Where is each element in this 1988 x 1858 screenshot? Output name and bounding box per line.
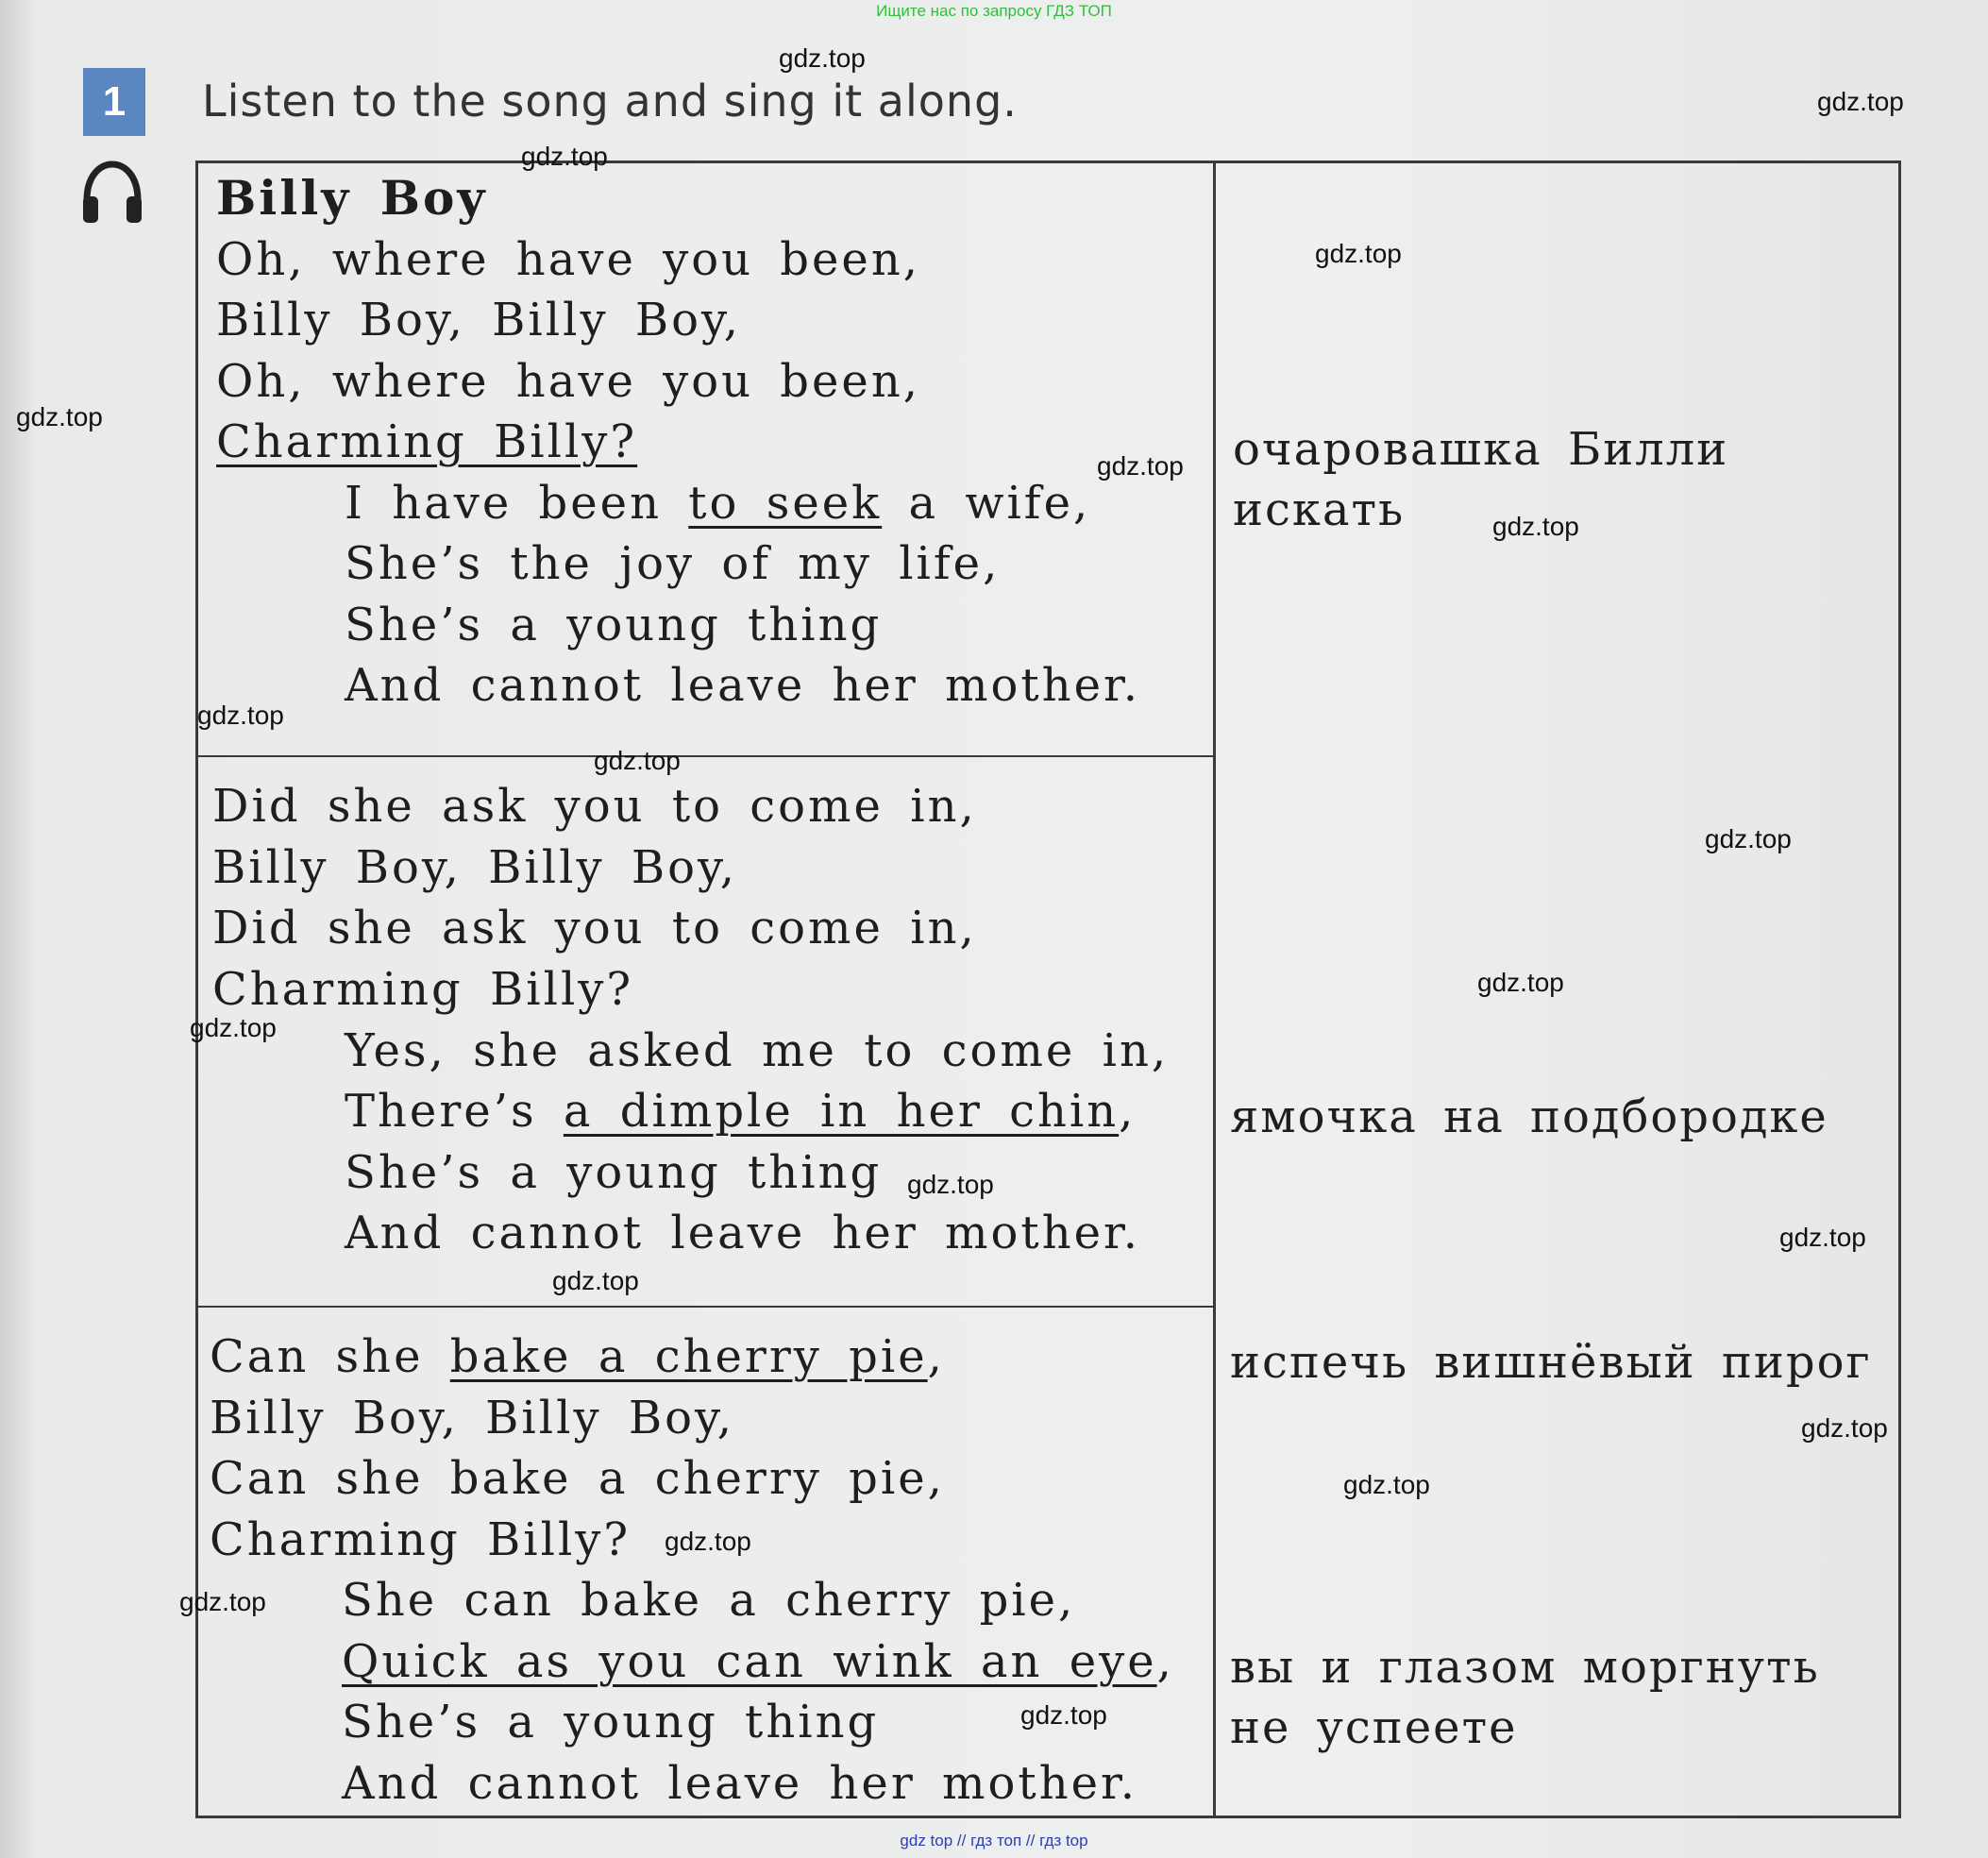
lyric-line: She’s a young thing: [345, 599, 883, 651]
lyric-line: And cannot leave her mother.: [345, 1207, 1140, 1259]
lyric-line: Oh, where have you been,: [216, 233, 921, 286]
lyric-text: ,: [1119, 1085, 1137, 1138]
lyric-line: [210, 1330, 945, 1383]
lyric-line: [345, 477, 1090, 530]
watermark: gdz.top: [1097, 451, 1184, 481]
exercise-number-badge: 1: [83, 68, 145, 136]
lyric-line: Did she ask you to come in,: [212, 780, 977, 833]
watermark: gdz.top: [179, 1587, 266, 1616]
watermark: gdz.top: [16, 402, 103, 431]
lyric-line: And cannot leave her mother.: [342, 1757, 1137, 1810]
lyric-line: Billy Boy, Billy Boy,: [216, 294, 742, 346]
lyric-text: ,: [1156, 1635, 1174, 1688]
watermark: gdz.top: [521, 142, 608, 171]
song-title: Billy Boy: [216, 170, 488, 226]
watermark: gdz.top: [1779, 1223, 1866, 1252]
top-banner[interactable]: Ищите нас по запросу ГДЗ ТОП: [876, 2, 1112, 20]
exercise-instruction: Listen to the song and sing it along.: [202, 76, 1018, 127]
watermark: gdz.top: [552, 1266, 639, 1295]
lyric-line: She’s a young thing: [345, 1146, 883, 1199]
gloss-wink-line2: не успеете: [1230, 1701, 1518, 1754]
lyric-line: Billy Boy, Billy Boy,: [212, 841, 738, 894]
watermark: gdz.top: [190, 1013, 277, 1042]
watermark: gdz.top: [1477, 968, 1564, 997]
lyric-text: ,: [927, 1330, 945, 1383]
lyric-text: There’s: [345, 1085, 564, 1138]
lyric-line: Charming Billy?: [212, 963, 634, 1016]
watermark: gdz.top: [907, 1170, 994, 1199]
gloss-bake-pie: испечь вишнёвый пирог: [1230, 1336, 1872, 1389]
underlined-phrase: bake a cherry pie: [449, 1330, 928, 1383]
underlined-phrase: Quick as you can wink an eye: [342, 1635, 1157, 1688]
verse-divider: [197, 755, 1213, 757]
gloss-to-seek: искать: [1233, 483, 1406, 536]
watermark: gdz.top: [1817, 87, 1904, 116]
lyric-line: She’s the joy of my life,: [345, 537, 1001, 590]
column-divider: [1213, 160, 1216, 1818]
lyric-line: Charming Billy?: [210, 1513, 632, 1566]
headphones-icon: [79, 159, 145, 227]
lyric-line: Can she bake a cherry pie,: [210, 1452, 945, 1505]
underlined-phrase: to seek: [688, 477, 883, 530]
underlined-phrase: a dimple in her chin: [563, 1085, 1120, 1138]
lyric-text: a wife,: [882, 477, 1091, 530]
verse-divider: [197, 1306, 1213, 1308]
watermark: gdz.top: [1020, 1700, 1107, 1730]
lyric-line: Yes, she asked me to come in,: [345, 1024, 1170, 1077]
lyric-line: Oh, where have you been,: [216, 355, 921, 408]
watermark: gdz.top: [1343, 1470, 1430, 1499]
watermark: gdz.top: [197, 701, 284, 730]
gloss-charming-billy: очаровашка Билли: [1233, 423, 1729, 476]
lyric-line: Billy Boy, Billy Boy,: [210, 1392, 735, 1444]
watermark: gdz.top: [779, 43, 866, 73]
watermark: gdz.top: [1492, 512, 1579, 541]
lyric-line: [345, 1085, 1136, 1138]
lyric-line: Charming Billy?: [216, 415, 638, 468]
lyric-line: She’s a young thing: [342, 1696, 880, 1748]
lyric-line: [342, 1635, 1174, 1688]
watermark: gdz.top: [1315, 239, 1402, 268]
watermark: gdz.top: [1705, 824, 1792, 853]
watermark: gdz.top: [594, 746, 681, 775]
lyric-line: She can bake a cherry pie,: [342, 1574, 1076, 1627]
watermark: gdz.top: [1801, 1413, 1888, 1443]
lyric-line: Did she ask you to come in,: [212, 902, 977, 954]
lyric-text: I have been: [345, 477, 689, 530]
gloss-wink-line1: вы и глазом моргнуть: [1230, 1641, 1820, 1694]
bottom-banner[interactable]: gdz top // гдз топ // гдз top: [900, 1832, 1088, 1850]
watermark: gdz.top: [665, 1527, 751, 1556]
lyric-text: Can she: [210, 1330, 450, 1383]
lyric-line: And cannot leave her mother.: [345, 659, 1140, 712]
gloss-dimple: ямочка на подбородке: [1230, 1090, 1828, 1143]
